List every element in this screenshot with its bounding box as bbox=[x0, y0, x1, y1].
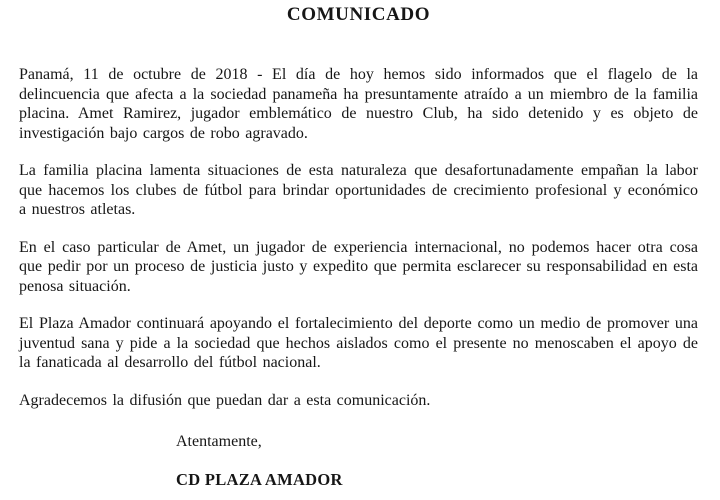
document-title: COMUNICADO bbox=[286, 4, 431, 25]
paragraph-thanks: Agradecemos la difusión que puedan dar a esta comunicación. bbox=[19, 391, 431, 409]
paragraph-dateline-announcement: Panamá, 11 de octubre de 2018 - El día de hoy hemos sido informados que el flagelo de la delincuencia que afecta a la sociedad panameña ha presuntamente atraído a un miembro de la familia placina. Amet Ramirez, jugador emblemático de nuestro Club, ha sido detenido y es objeto de investigación bajo cargos de robo agravado. bbox=[19, 66, 698, 142]
paragraph-justice-request: En el caso particular de Amet, un jugador de experiencia internacional, no podemos hacer otra cosa que pedir por un proceso de justicia justo y expedito que permita esclarecer su responsabilidad en esta penosa situación. bbox=[19, 238, 698, 295]
paragraph-club-regret: La familia placina lamenta situaciones de esta naturaleza que desafortunadamente empañan la labor que hacemos los clubes de fútbol para brindar oportunidades de crecimiento profesional y económico a nuestros atletas. bbox=[19, 162, 698, 218]
signature-club-name: CD PLAZA AMADOR bbox=[176, 469, 343, 489]
paragraph-club-commitment: El Plaza Amador continuará apoyando el fortalecimiento del deporte como un medio de promover una juventud sana y pide a la sociedad que hechos aislados como el presente no menoscaben el apoyo de la fanaticada al desarrollo del fútbol nacional. bbox=[19, 315, 698, 371]
closing-salutation: Atentamente, bbox=[176, 433, 262, 450]
